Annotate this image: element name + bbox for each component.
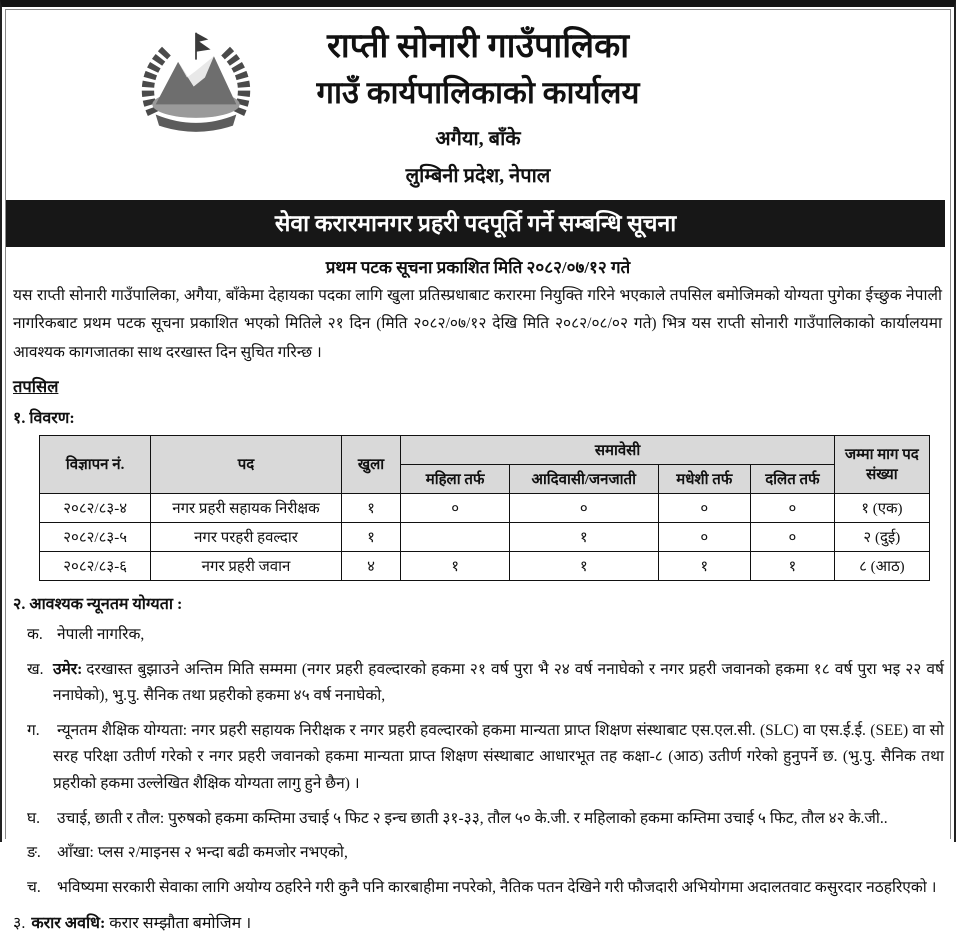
letterhead xyxy=(6,10,950,188)
cell-total: १ (एक) xyxy=(834,493,929,522)
item-letter: घ. xyxy=(27,809,41,827)
item-letter: ङ. xyxy=(27,844,41,862)
cell-women: ० xyxy=(401,493,510,522)
cell-women xyxy=(401,522,510,551)
section3-contract-period xyxy=(13,911,950,933)
col-header-ad-no: विज्ञापन नं. xyxy=(40,435,151,493)
item-letter: क. xyxy=(27,625,43,643)
cell-dalit: ० xyxy=(751,522,835,551)
col-header-total: जम्मा माग पद संख्या xyxy=(834,435,929,493)
document-border-frame xyxy=(5,9,951,932)
publication-date-line: प्रथम पटक सूचना प्रकाशित मिति २०८२/०७/१२ गते xyxy=(325,258,631,278)
item-letter: च. xyxy=(27,879,41,897)
cell-madhesi: ० xyxy=(658,493,751,522)
office-name: गाउँ कार्यपालिकाको कार्यालय xyxy=(316,75,640,111)
cell-total: ८ (आठ) xyxy=(834,551,929,580)
cell-dalit: ० xyxy=(751,493,835,522)
item-letter: ख. xyxy=(27,660,44,678)
col-header-open: खुला xyxy=(341,435,401,493)
qualification-item-ka xyxy=(6,622,950,649)
office-province: लुम्बिनी प्रदेश, नेपाल xyxy=(405,165,551,188)
municipality-name: राप्ती सोनारी गाउँपालिका xyxy=(326,28,630,65)
nepal-emblem-logo-icon xyxy=(128,26,264,138)
col-header-inclusive-group: समावेसी xyxy=(401,435,834,464)
section3-lead: करार अवधि: xyxy=(31,914,106,932)
qualification-item-kha xyxy=(6,657,950,710)
cell-position: नगर परहरी हवल्दार xyxy=(151,522,341,551)
cell-ad-no: २०८२/८३-५ xyxy=(40,522,151,551)
item-text: नेपाली नागरिक, xyxy=(57,625,145,643)
qualification-item-cha xyxy=(6,875,950,902)
section1-heading: १. विवरण: xyxy=(13,409,75,427)
intro-paragraph: यस राप्ती सोनारी गाउँपालिका, अगैया, बाँकेमा देहायका पदका लागि खुला प्रतिस्प्रधाबाट करारमा नियुक्ति गरिने भएकाले तपसिल बमोजिमको योग्यता पुगेका ईच्छुक नेपाली नागरिकबाट प्रथम पटक सूचना प्रकाशित भएको मितिले २१ दिन (मिति २०८२/०७/१२ देखि मिति २०८२/०८/०२ गते) भित्र यस राप्ती सोनारी गाउँपालिकाको कार्यालयमा आवश्यक कागजातका साथ दरखास्त दिन सुचित गरिन्छ । xyxy=(13,287,942,361)
table-row xyxy=(40,551,930,580)
cell-total: २ (दुई) xyxy=(834,522,929,551)
item-text: उचाई, छाती र तौल: पुरुषको हकमा कम्तिमा उचाई ५ फिट २ इन्च छाती ३१-३३, तौल ५० के.जी. र महिलाको हकमा कम्तिमा उचाई ५ फिट, तौल ४२ के.जी.. xyxy=(57,809,888,827)
table-header-row-1 xyxy=(40,435,930,464)
tapasil-heading: तपसिल xyxy=(13,376,59,396)
vacancy-table xyxy=(39,435,930,581)
item-letter: ग. xyxy=(27,721,40,739)
cell-ad-no: २०८२/८३-६ xyxy=(40,551,151,580)
section3-number: ३. xyxy=(13,914,26,932)
cell-indigenous: १ xyxy=(509,551,658,580)
col-header-dalit: दलित तर्फ xyxy=(751,464,835,493)
cell-open: १ xyxy=(341,522,401,551)
col-header-women: महिला तर्फ xyxy=(401,464,510,493)
item-text: भविष्यमा सरकारी सेवाका लागि अयोग्य ठहरिने गरी कुनै पनि कारबाहीमा नपरेको, नैतिक पतन देखिने गरी फौजदारी अभियोगमा अदालतवाट कसुरदार नठहरिएको । xyxy=(57,879,937,897)
cell-madhesi: ० xyxy=(658,522,751,551)
cell-madhesi: १ xyxy=(658,551,751,580)
cell-women: १ xyxy=(401,551,510,580)
qualification-item-nga xyxy=(6,840,950,867)
cell-indigenous: ० xyxy=(509,493,658,522)
cell-open: १ xyxy=(341,493,401,522)
cell-position: नगर प्रहरी जवान xyxy=(151,551,341,580)
col-header-position: पद xyxy=(151,435,341,493)
cell-dalit: १ xyxy=(751,551,835,580)
notice-title-banner: सेवा करारमानगर प्रहरी पदपूर्ति गर्ने सम्बन्धि सूचना xyxy=(6,200,945,247)
qualification-item-ga xyxy=(6,718,950,798)
item-text: न्यूनतम शैक्षिक योग्यता: नगर प्रहरी सहायक निरीक्षक र नगर प्रहरी हवल्दारको हकमा मान्यता प्राप्त शिक्षण संस्थाबाट एस.एल.सी. (SLC) वा एस.ई.ई. (SEE) वा सो सरह परिक्षा उतीर्ण गरेको र नगर प्रहरी जवानको हकमा मान्यता प्राप्त शिक्षण संस्थाबाट आधारभूत तह कक्षा-८ (आठ) उतीर्ण गरेको हुनुपर्ने छ. (भु.पु. सैनिक तथा प्रहरीको हकमा उल्लेखित शैक्षिक योग्यता लागु हुने छैन) । xyxy=(53,721,944,793)
item-text: दरखास्त बुझाउने अन्तिम मिति सम्ममा (नगर प्रहरी हवल्दारको हकमा २१ वर्ष पुरा भै २४ वर्ष ननाघेको र नगर प्रहरी जवानको हकमा १८ वर्ष पुरा भइ २२ वर्ष ननाघेको), भु.पु. सैनिक तथा प्रहरीको हकमा ४५ वर्ष ननाघेको, xyxy=(53,660,944,705)
col-header-madhesi: मधेशी तर्फ xyxy=(658,464,751,493)
section3-text: करार सम्झौता बमोजिम । xyxy=(109,914,252,932)
item-lead: उमेर: xyxy=(53,660,83,678)
cell-open: ४ xyxy=(341,551,401,580)
col-header-indigenous: आदिवासी/जनजाती xyxy=(509,464,658,493)
cell-indigenous: १ xyxy=(509,522,658,551)
item-text: आँखा: प्लस २/माइनस २ भन्दा बढी कमजोर नभएको, xyxy=(57,844,348,862)
cell-ad-no: २०८२/८३-४ xyxy=(40,493,151,522)
table-row xyxy=(40,522,930,551)
cell-position: नगर प्रहरी सहायक निरीक्षक xyxy=(151,493,341,522)
office-address: अगैया, बाँके xyxy=(435,128,521,151)
qualification-item-gha xyxy=(6,806,950,833)
section2-heading: २. आवश्यक न्यूनतम योग्यता : xyxy=(13,595,183,613)
table-row xyxy=(40,493,930,522)
